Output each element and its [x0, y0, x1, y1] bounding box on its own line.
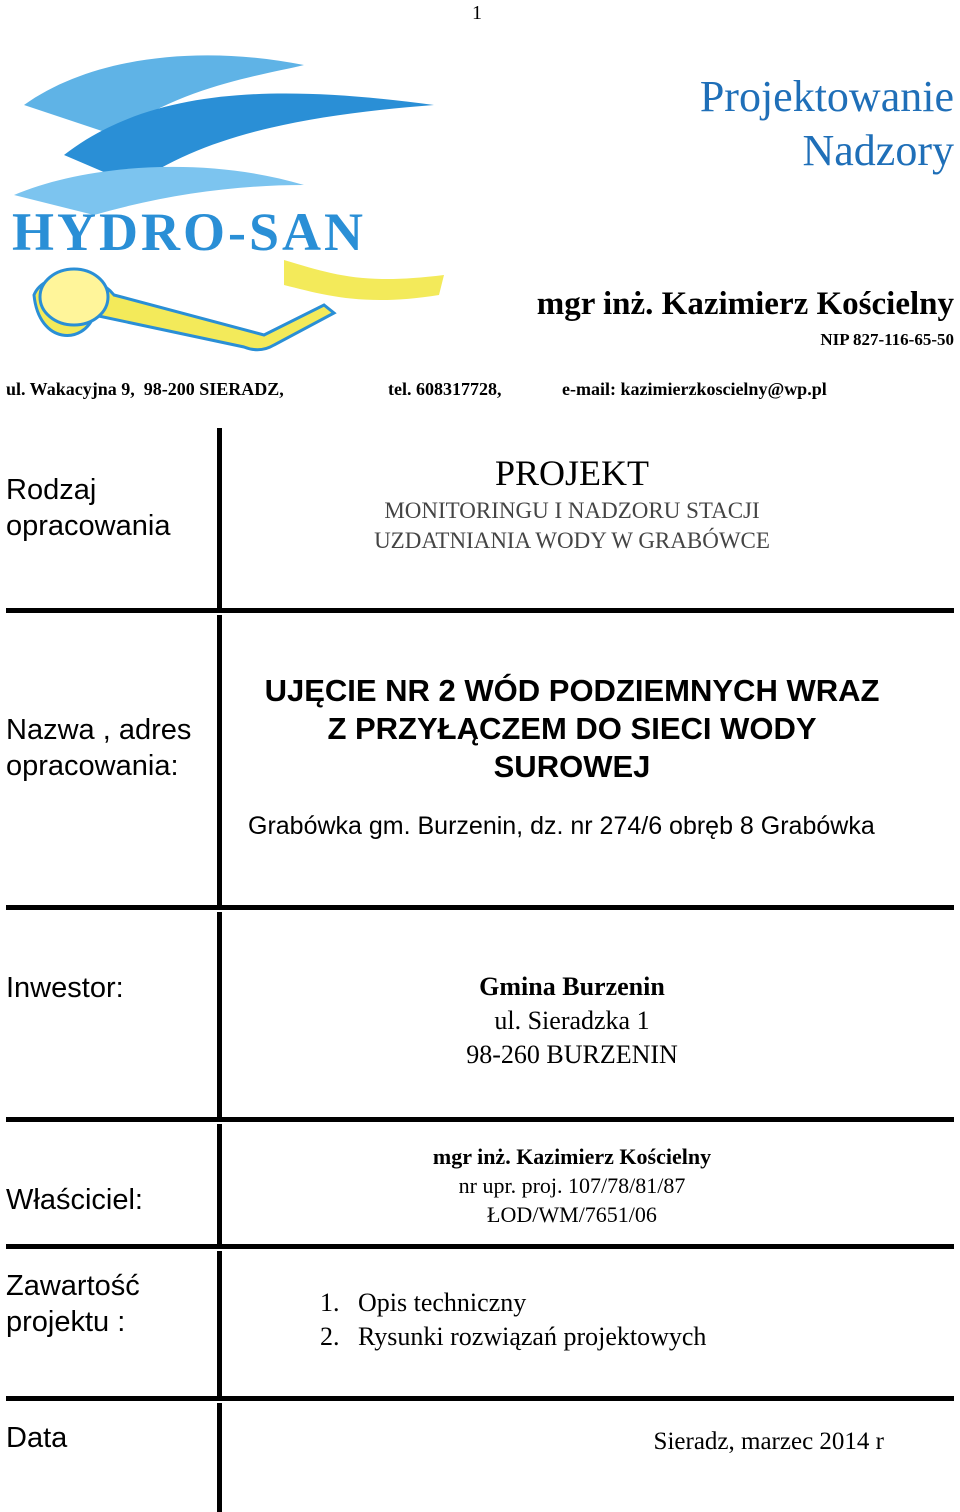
owner-block: [222, 1142, 922, 1229]
type-label-line1: Rodzaj: [6, 474, 97, 506]
firm-contact-line: [6, 379, 827, 463]
investor-name: Gmina Burzenin: [479, 972, 665, 1001]
contents-item-text: Opis techniczny: [358, 1288, 527, 1317]
investor-street: ul. Sieradzka 1: [494, 1006, 650, 1035]
hydro-san-logo: [4, 45, 454, 365]
project-subtitle-line2: UZDATNIANIA WODY W GRABÓWCE: [374, 528, 770, 553]
firm-nip: NIP 827-116-65-50: [820, 330, 954, 349]
name-label-line2: opracowania:: [6, 750, 179, 782]
investor-label: Inwestor:: [6, 972, 124, 1004]
firm-email: e-mail: kazimierzkoscielny@wp.pl: [562, 379, 827, 399]
contents-label-line2: projektu :: [6, 1306, 126, 1338]
contents-item-text: Rysunki rozwiązań projektowych: [358, 1322, 707, 1351]
owner-name: mgr inż. Kazimierz Kościelny: [432, 1144, 712, 1169]
object-name: [222, 672, 922, 786]
page-number: 1: [472, 2, 482, 24]
firm-owner-name: mgr inż. Kazimierz Kościelny: [536, 286, 954, 322]
firm-title-line1: Projektowanie: [699, 72, 954, 121]
owner-label: Właściciel:: [6, 1184, 143, 1216]
object-location: Grabówka gm. Burzenin, dz. nr 274/6 obręb 8 Grabówka: [248, 812, 875, 840]
object-name-line1: UJĘCIE NR 2 WÓD PODZIEMNYCH WRAZ: [264, 673, 880, 708]
owner-licence: nr upr. proj. 107/78/81/87: [458, 1173, 686, 1198]
row-divider: [6, 1117, 954, 1122]
row-divider: [6, 905, 954, 910]
project-subtitle-line1: MONITORINGU I NADZORU STACJI: [384, 498, 760, 523]
name-label-line1: Nazwa , adres: [6, 714, 192, 746]
type-label-line2: opracowania: [6, 510, 171, 542]
date-label: Data: [6, 1422, 68, 1454]
contents-item: [320, 1320, 706, 1354]
object-name-line3: SUROWEJ: [493, 749, 651, 784]
contents-item-number: 2.: [320, 1322, 340, 1351]
firm-address: ul. Wakacyjna 9, 98-200 SIERADZ,: [6, 379, 284, 399]
column-divider: [217, 1251, 222, 1396]
row-divider: [6, 608, 954, 613]
contents-label: [6, 1268, 140, 1340]
firm-title: [700, 70, 954, 178]
logo-wordmark: HYDRO-SAN: [12, 202, 367, 262]
logo-yellow-swoosh: [284, 260, 444, 300]
project-heading: PROJEKT: [494, 453, 650, 493]
investor-block: [222, 970, 922, 1072]
contents-label-line1: Zawartość: [6, 1270, 140, 1302]
project-subtitle: [222, 496, 922, 556]
firm-title-line2: Nadzory: [802, 126, 954, 175]
name-label: [6, 712, 191, 784]
contents-list: [320, 1286, 706, 1354]
row-divider: [6, 1396, 954, 1401]
contents-item-number: 1.: [320, 1288, 340, 1317]
investor-city: 98-260 BURZENIN: [466, 1040, 678, 1069]
owner-registration: ŁOD/WM/7651/06: [487, 1202, 657, 1227]
type-label: [6, 472, 170, 544]
column-divider: [217, 1403, 222, 1512]
date-value: Sieradz, marzec 2014 r: [653, 1428, 884, 1455]
object-name-line2: Z PRZYŁĄCZEM DO SIECI WODY: [327, 711, 817, 746]
row-divider: [6, 1244, 954, 1249]
firm-phone: tel. 608317728,: [388, 379, 502, 399]
contents-item: [320, 1286, 706, 1320]
logo-pipe-end: [40, 269, 108, 325]
